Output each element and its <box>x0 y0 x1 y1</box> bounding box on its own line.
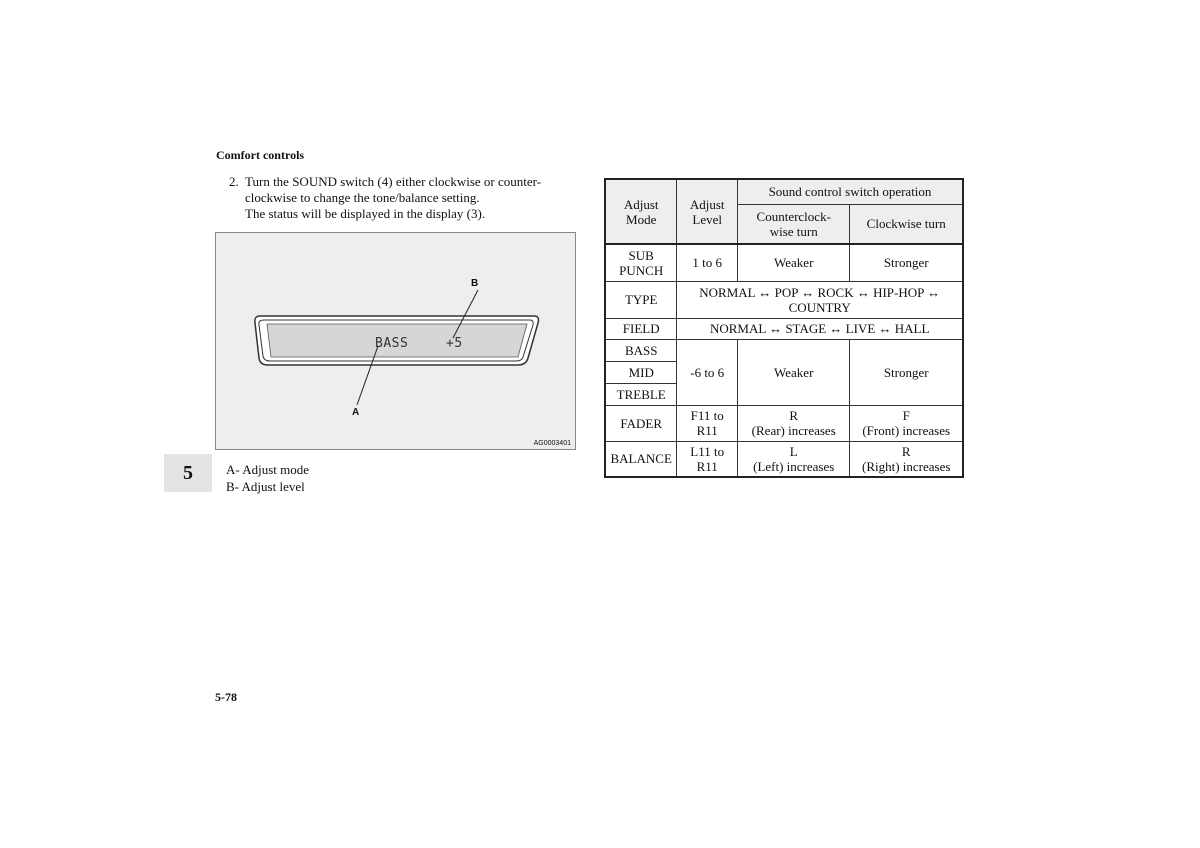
cell-level: L11 to R11 <box>677 441 738 477</box>
figure-code: AG0003401 <box>533 440 571 447</box>
header-switch-operation: Sound control switch operation <box>738 179 963 204</box>
display-level-text: +5 <box>446 336 463 351</box>
cell-level: 1 to 6 <box>677 244 738 281</box>
page-number: 5-78 <box>215 690 237 704</box>
cell-ccw: Weaker <box>738 244 850 281</box>
cell-mode: SUB PUNCH <box>605 244 677 281</box>
step-number: 2. <box>229 174 239 189</box>
callout-label-a: A <box>352 407 360 418</box>
header-clockwise: Clockwise turn <box>850 204 963 244</box>
step-2 <box>229 174 579 222</box>
cell-mode: TYPE <box>605 281 677 318</box>
table-row <box>605 339 963 361</box>
callout-label-b: B <box>471 278 479 289</box>
table-row <box>605 281 963 318</box>
cell-ccw: R (Rear) increases <box>738 405 850 441</box>
cell-options: NORMAL ↔ STAGE ↔ LIVE ↔ HALL <box>677 318 963 339</box>
header-adjust-level: Adjust Level <box>677 179 738 244</box>
header-counterclockwise: Counterclock- wise turn <box>738 204 850 244</box>
cell-mode: FIELD <box>605 318 677 339</box>
cell-ccw: L (Left) increases <box>738 441 850 477</box>
figure-legend <box>226 461 309 495</box>
cell-cw: F (Front) increases <box>850 405 963 441</box>
cell-options: NORMAL ↔ POP ↔ ROCK ↔ HIP-HOP ↔ COUNTRY <box>677 281 963 318</box>
cell-ccw: Weaker <box>738 339 850 405</box>
sound-settings-table <box>604 178 964 478</box>
cell-mode: BASS <box>605 339 677 361</box>
step-status-note: The status will be displayed in the display (3). <box>245 206 486 221</box>
display-illustration <box>215 232 576 450</box>
header-adjust-mode: Adjust Mode <box>605 179 677 244</box>
table-row <box>605 405 963 441</box>
display-mode-text: BASS <box>375 336 409 351</box>
table-row <box>605 244 963 281</box>
table-row <box>605 441 963 477</box>
cell-cw: Stronger <box>850 244 963 281</box>
cell-mode: TREBLE <box>605 383 677 405</box>
legend-item-a: A- Adjust mode <box>226 462 310 477</box>
cell-mode: FADER <box>605 405 677 441</box>
cell-cw: Stronger <box>850 339 963 405</box>
cell-mode: MID <box>605 361 677 383</box>
legend-item-b: B- Adjust level <box>226 479 305 494</box>
cell-level: -6 to 6 <box>677 339 738 405</box>
section-title: Comfort controls <box>216 148 305 162</box>
step-instruction: Turn the SOUND switch (4) either clockwise or counter-clockwise to change the tone/balance setting. <box>245 174 542 205</box>
cell-mode: BALANCE <box>605 441 677 477</box>
cell-cw: R (Right) increases <box>850 441 963 477</box>
table-row <box>605 318 963 339</box>
cell-level: F11 to R11 <box>677 405 738 441</box>
chapter-tab: 5 <box>164 454 212 492</box>
